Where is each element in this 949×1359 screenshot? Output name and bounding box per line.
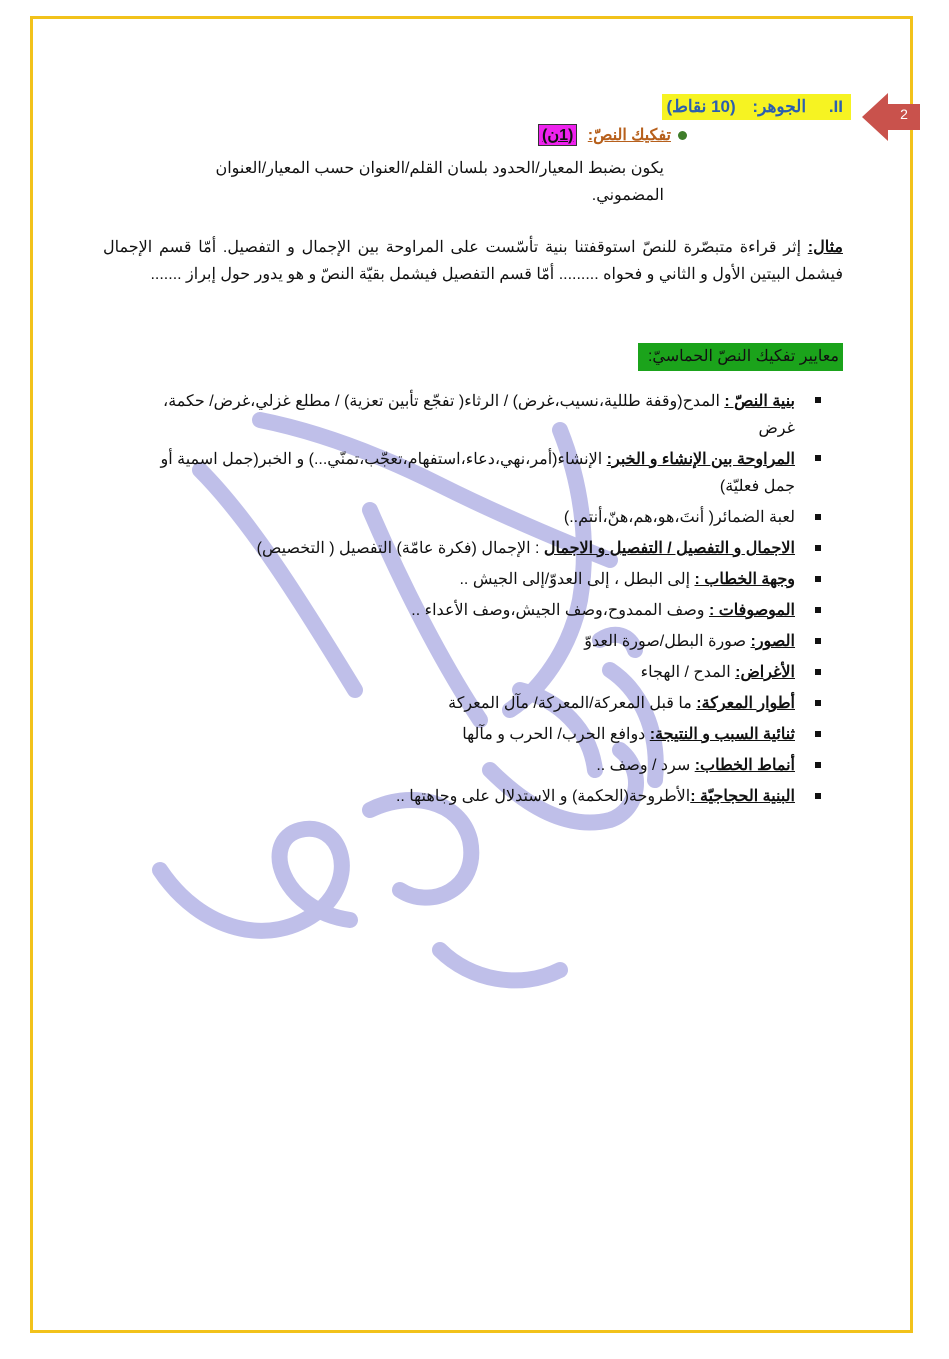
list-item: [131, 564, 821, 595]
criterion-key: بنية النصّ :: [724, 393, 795, 410]
criterion-text: المدح / الهجاء: [640, 664, 736, 681]
list-item: [131, 595, 821, 626]
criterion-key: أنماط الخطاب:: [694, 757, 795, 774]
criterion-text: الإنشاء(أمر،نهي،دعاء،استفهام،تعجّب،تمنّي...) و الخبر(جمل اسمية أو جمل فعليّة): [160, 451, 795, 495]
section-title: [662, 94, 851, 120]
list-item: [131, 626, 821, 657]
subsection-points: (1ن): [538, 124, 577, 146]
example-paragraph: [103, 234, 843, 288]
criterion-text: دوافع الحرب/ الحرب و مآلها: [462, 726, 650, 743]
criterion-key: وجهة الخطاب :: [694, 571, 795, 588]
criterion-key: الاجمال و التفصيل / التفصيل و الاجمال: [543, 540, 795, 557]
criterion-key: ثنائية السبب و النتيجة:: [649, 726, 795, 743]
criterion-text: ما قبل المعركة/المعركة/ مآل المعركة: [448, 695, 697, 712]
subsection-title: [538, 124, 671, 146]
criterion-text: : الإجمال (فكرة عامّة) التفصيل ( التخصيص): [256, 540, 544, 557]
criteria-title: معايير تفكيك النصّ الحماسيّ:: [638, 343, 843, 371]
criterion-text: سرد / وصف ..: [596, 757, 695, 774]
page-number: 2: [900, 106, 908, 122]
section-points: (10 نقاط): [666, 97, 736, 116]
subsection-label: تفكيك النصّ:: [587, 127, 671, 144]
list-item: [131, 719, 821, 750]
example-text: إثر قراءة متبصّرة للنصّ استوقفتنا بنية تأسّست على المراوحة بين الإجمال و التفصيل. أمّا قسم الإجمال فيشمل البيتين الأول و الثاني و فحواه ......... أمّا قسم التفصيل فيشمل بقيّة النصّ و هو يدور حول إبراز .......: [103, 239, 843, 283]
example-label: مثال:: [807, 239, 843, 256]
criteria-list: [131, 386, 821, 812]
list-item: [131, 502, 821, 533]
criterion-text: الأطروحة(الحكمة) و الاستدلال على وجاهتها ..: [395, 788, 691, 805]
criterion-text: إلى البطل ، إلى العدوّ/إلى الجيش ..: [459, 571, 695, 588]
criterion-key: أطوار المعركة:: [696, 695, 795, 712]
intro-text: يكون بضبط المعيار/الحدود بلسان القلم/العنوان حسب المعيار/العنوان المضموني.: [215, 160, 664, 204]
list-item: [131, 688, 821, 719]
list-item: [131, 444, 821, 502]
criterion-key: الموصوفات :: [708, 602, 795, 619]
list-item: [131, 533, 821, 564]
criterion-text: المدح(وقفة طللية،نسيب،غرض) / الرثاء( تفجّع تأبين تعزية) / مطلع غزلي،غرض/ حكمة، غرض: [163, 393, 795, 437]
list-item: [131, 750, 821, 781]
criterion-text: وصف الممدوح،وصف الجيش،وصف الأعداء ..: [411, 602, 709, 619]
section-name: الجوهر:: [752, 97, 807, 116]
criterion-key: الصور:: [750, 633, 795, 650]
criterion-key: الأغراض:: [735, 664, 795, 681]
bullet-icon: [678, 131, 687, 140]
criterion-text: لعبة الضمائر( أنتَ،هو،هم،هنّ،أنتم..): [563, 509, 795, 526]
list-item: [131, 657, 821, 688]
criterion-key: البنية الحجاجيّة :: [690, 788, 795, 805]
criterion-key: المراوحة بين الإنشاء و الخبر:: [606, 451, 795, 468]
criterion-text: صورة البطل/صورة العدوّ: [584, 633, 751, 650]
list-item: [131, 386, 821, 444]
list-item: [131, 781, 821, 812]
section-numeral: II.: [828, 97, 843, 116]
